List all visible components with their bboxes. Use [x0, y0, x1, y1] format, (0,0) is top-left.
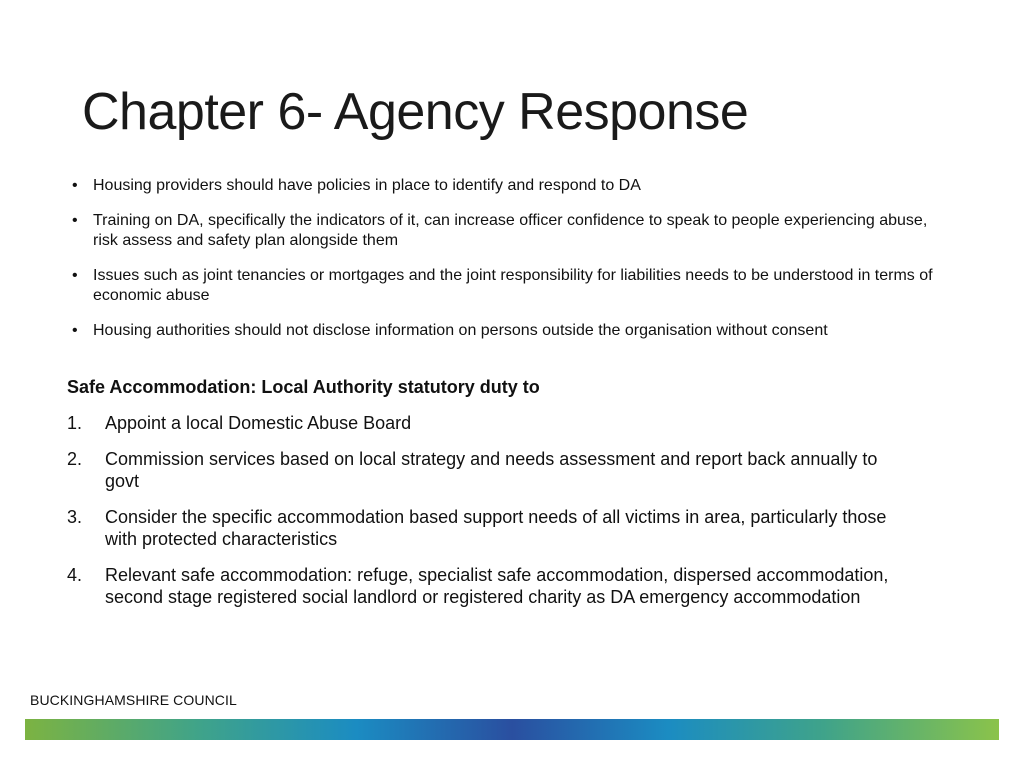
slide-title: Chapter 6- Agency Response — [82, 83, 749, 141]
bullet-text: Housing authorities should not disclose information on persons outside the organisation without consent — [93, 322, 828, 339]
bullet-icon: • — [72, 212, 78, 229]
footer-gradient-bar — [25, 719, 999, 740]
item-text: Relevant safe accommodation: refuge, specialist safe accommodation, dispersed accommodation, second stage registered social landlord or registered charity as DA emergency accommodation — [105, 565, 889, 607]
numbered-item — [67, 448, 907, 492]
item-text: Consider the specific accommodation based support needs of all victims in area, particularly those with protected characteristics — [105, 507, 887, 549]
numbered-list — [67, 412, 907, 622]
bullet-list — [72, 176, 942, 356]
item-text: Appoint a local Domestic Abuse Board — [105, 413, 412, 433]
bullet-text: Issues such as joint tenancies or mortgages and the joint responsibility for liabilities needs to be understood in terms of economic abuse — [93, 267, 933, 304]
bullet-item — [72, 266, 942, 306]
numbered-item — [67, 412, 907, 434]
numbered-item — [67, 506, 907, 550]
bullet-icon: • — [72, 267, 78, 284]
bullet-item — [72, 211, 942, 251]
item-number: 3. — [67, 507, 83, 527]
item-number: 1. — [67, 413, 83, 433]
bullet-icon: • — [72, 177, 78, 194]
section-heading: Safe Accommodation: Local Authority statutory duty to — [67, 377, 540, 397]
bullet-item — [72, 321, 942, 341]
item-number: 2. — [67, 449, 83, 469]
bullet-item — [72, 176, 942, 196]
footer-organisation: BUCKINGHAMSHIRE COUNCIL — [30, 692, 237, 708]
bullet-icon: • — [72, 322, 78, 339]
bullet-text: Training on DA, specifically the indicators of it, can increase officer confidence to speak to people experiencing abuse, risk assess and safety plan alongside them — [93, 212, 928, 249]
bullet-text: Housing providers should have policies in place to identify and respond to DA — [93, 177, 641, 194]
item-text: Commission services based on local strategy and needs assessment and report back annually to govt — [105, 449, 878, 491]
item-number: 4. — [67, 565, 83, 585]
numbered-item — [67, 564, 907, 608]
